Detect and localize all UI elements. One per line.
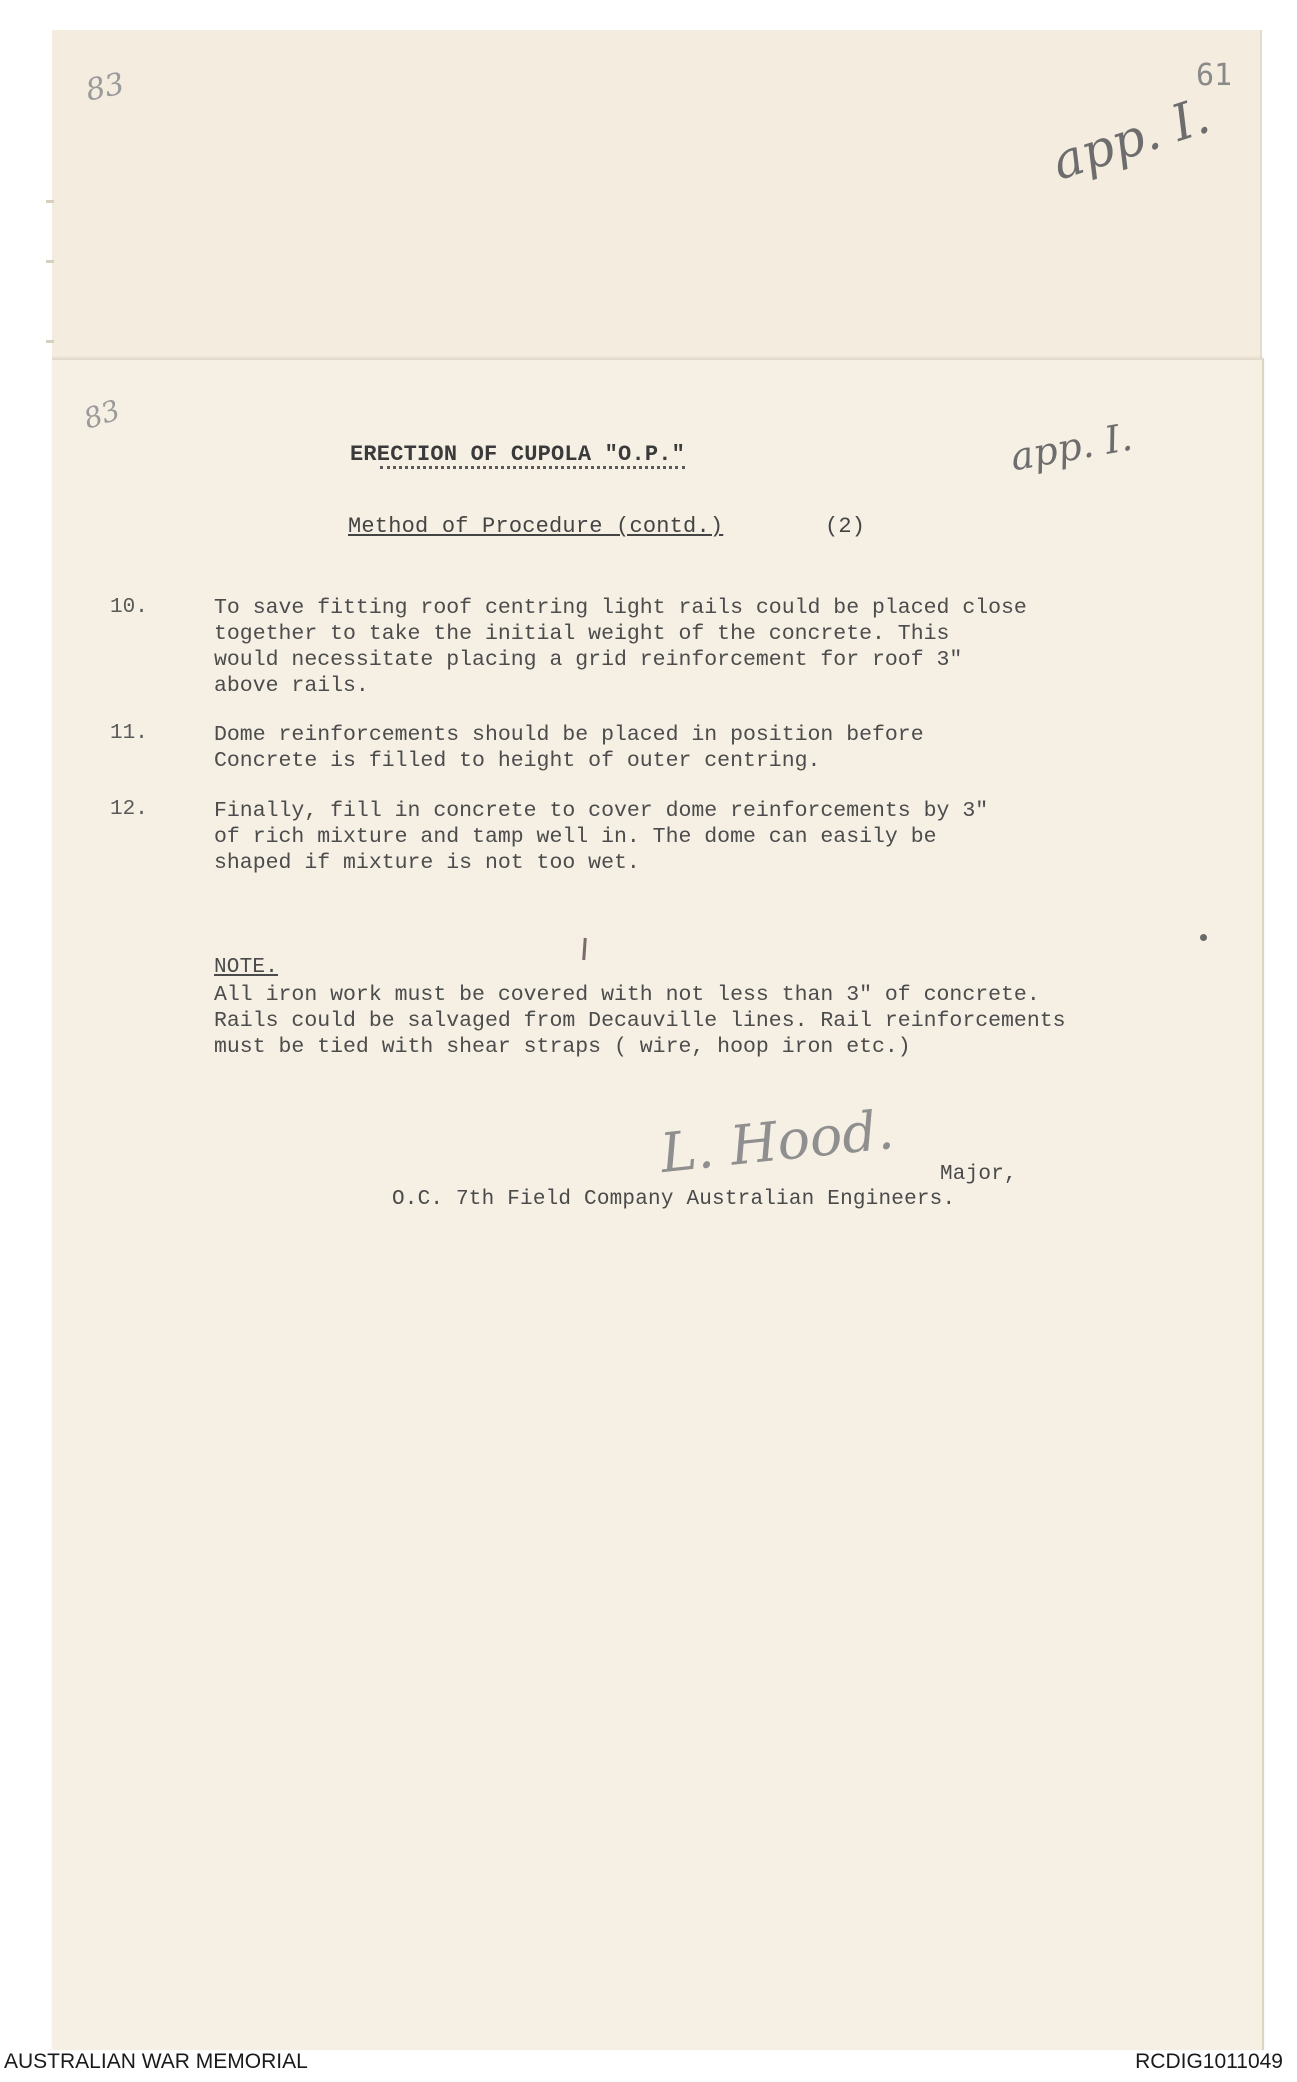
edge-mark — [46, 340, 54, 343]
paragraph-number: 12. — [110, 798, 148, 821]
handwritten-signature: L. Hood. — [657, 1097, 897, 1186]
archive-credit: AUSTRALIAN WAR MEMORIAL — [4, 2050, 308, 2073]
paragraph-number: 10. — [110, 596, 148, 619]
back-folio-number: 83 — [82, 66, 128, 109]
note-heading: NOTE. — [214, 956, 279, 979]
signatory-rank: Major, — [940, 1163, 1017, 1186]
page-marker: (2) — [825, 514, 866, 539]
back-appendix-note: app. I. — [1044, 86, 1217, 192]
stray-dot — [1200, 934, 1207, 941]
note-text: All iron work must be covered with not less than 3" of concrete. Rails could be salvaged from Decauville lines. Rail reinforcements must be tied with shear straps ( wire, hoop iron etc.) — [214, 983, 1066, 1059]
edge-mark — [46, 200, 54, 203]
paragraph-text: To save fitting roof centring light rails could be placed close together to take the initial weight of the concrete. This would necessitate placing a grid reinforcement for roof 3" above rails. — [214, 596, 1027, 698]
title-dashed-rule — [380, 466, 685, 469]
front-folio-number: 83 — [79, 393, 124, 436]
back-page-number: 61 — [1196, 58, 1233, 93]
paragraph-text: Dome reinforcements should be placed in position before Concrete is filled to height of outer centring. — [214, 723, 924, 773]
edge-mark — [46, 260, 54, 263]
document-subtitle: Method of Procedure (contd.) — [348, 514, 724, 539]
front-appendix-note: app. I. — [1007, 414, 1136, 480]
paragraph-text: Finally, fill in concrete to cover dome reinforcements by 3" of rich mixture and tamp well in. The dome can easily be shaped if mixture is not too wet. — [214, 799, 989, 875]
archive-reference: RCDIG1011049 — [1135, 2050, 1283, 2073]
signatory-unit: O.C. 7th Field Company Australian Engineers. — [392, 1188, 956, 1211]
document-title: ERECTION OF CUPOLA "O.P." — [350, 442, 686, 467]
paragraph-number: 11. — [110, 722, 148, 745]
